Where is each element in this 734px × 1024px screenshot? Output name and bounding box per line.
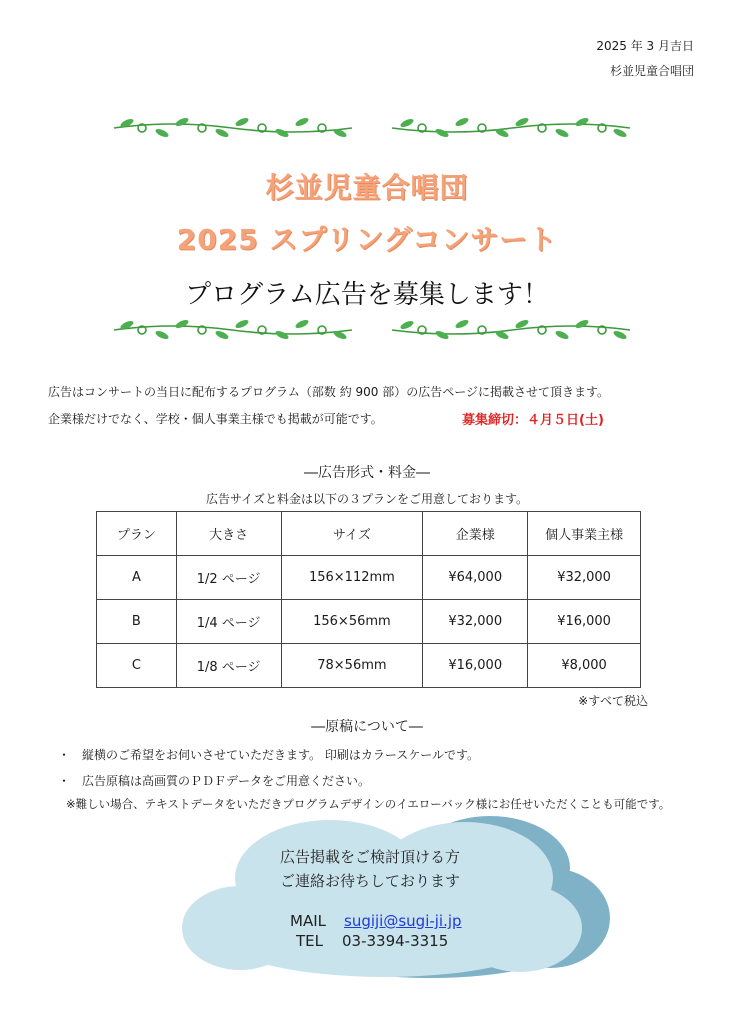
cloud-shape bbox=[180, 808, 620, 982]
table-row bbox=[97, 600, 641, 644]
page-size-cell: 1/8 ページ bbox=[176, 644, 281, 688]
concert-title: 2025 スプリングコンサート bbox=[176, 223, 558, 256]
vine-ornament-top bbox=[112, 116, 632, 140]
manuscript-item-2: 広告原稿は高画質のＰＤＦデータをご用意ください。 bbox=[82, 774, 371, 788]
deadline-notice: 募集締切：４月５日(土) bbox=[462, 413, 604, 428]
plan-cell: C bbox=[97, 644, 177, 688]
manuscript-item-1: 縦横のご希望をお伺いさせていただきます。 印刷はカラースケールです。 bbox=[82, 748, 480, 762]
intro-line-2: 企業様だけでなく、学校・個人事業主様でも掲載が可能です。 bbox=[48, 412, 383, 426]
col-page-size: 大きさ bbox=[176, 512, 281, 556]
contact-line-1: 広告掲載をご検討頂ける方 bbox=[280, 848, 461, 866]
page-size-cell: 1/4 ページ bbox=[176, 600, 281, 644]
tel-number: 03-3394-3315 bbox=[342, 932, 449, 950]
corporate-price-cell: ¥16,000 bbox=[423, 644, 528, 688]
contact-line-2: ご連絡お待ちしております bbox=[280, 872, 461, 890]
corporate-price-cell: ¥32,000 bbox=[423, 600, 528, 644]
bullet-marker: ・ bbox=[58, 774, 71, 788]
col-plan: プラン bbox=[97, 512, 177, 556]
individual-price-cell: ¥16,000 bbox=[528, 600, 641, 644]
pricing-table bbox=[96, 511, 641, 688]
pricing-heading: ―広告形式・料金― bbox=[304, 465, 430, 481]
table-header-row bbox=[97, 512, 641, 556]
col-dimensions: サイズ bbox=[281, 512, 423, 556]
choir-name-title: 杉並児童合唱団 bbox=[265, 171, 469, 204]
dimensions-cell: 156×56mm bbox=[281, 600, 423, 644]
plan-cell: B bbox=[97, 600, 177, 644]
tax-note: ※すべて税込 bbox=[578, 694, 648, 708]
mail-link[interactable]: sugiji@sugi-ji.jp bbox=[344, 912, 462, 930]
manuscript-note: ※難しい場合、テキストデータをいただきプログラムデザインのイエローバック様にお任せいただくことも可能です。 bbox=[66, 797, 671, 811]
dimensions-cell: 78×56mm bbox=[281, 644, 423, 688]
table-row bbox=[97, 644, 641, 688]
issue-date: 2025 年 3 月吉日 bbox=[596, 39, 694, 53]
corporate-price-cell: ¥64,000 bbox=[423, 556, 528, 600]
table-row bbox=[97, 556, 641, 600]
plan-cell: A bbox=[97, 556, 177, 600]
manuscript-heading: ―原稿について― bbox=[311, 719, 423, 735]
intro-line-1: 広告はコンサートの当日に配布するプログラム（部数 約 900 部）の広告ページに掲載させて頂きます。 bbox=[48, 385, 610, 399]
pricing-note: 広告サイズと料金は以下の３プランをご用意しております。 bbox=[205, 492, 529, 506]
issuer-name: 杉並児童合唱団 bbox=[609, 64, 694, 78]
vine-ornament-bottom bbox=[112, 318, 632, 342]
mail-label: MAIL bbox=[290, 912, 326, 930]
dimensions-cell: 156×112mm bbox=[281, 556, 423, 600]
page-size-cell: 1/2 ページ bbox=[176, 556, 281, 600]
individual-price-cell: ¥8,000 bbox=[528, 644, 641, 688]
tel-label: TEL bbox=[296, 932, 323, 950]
bullet-marker: ・ bbox=[58, 748, 71, 762]
col-individual-price: 個人事業主様 bbox=[528, 512, 641, 556]
col-corporate-price: 企業様 bbox=[423, 512, 528, 556]
individual-price-cell: ¥32,000 bbox=[528, 556, 641, 600]
recruitment-headline: プログラム広告を募集します！ bbox=[185, 280, 549, 310]
